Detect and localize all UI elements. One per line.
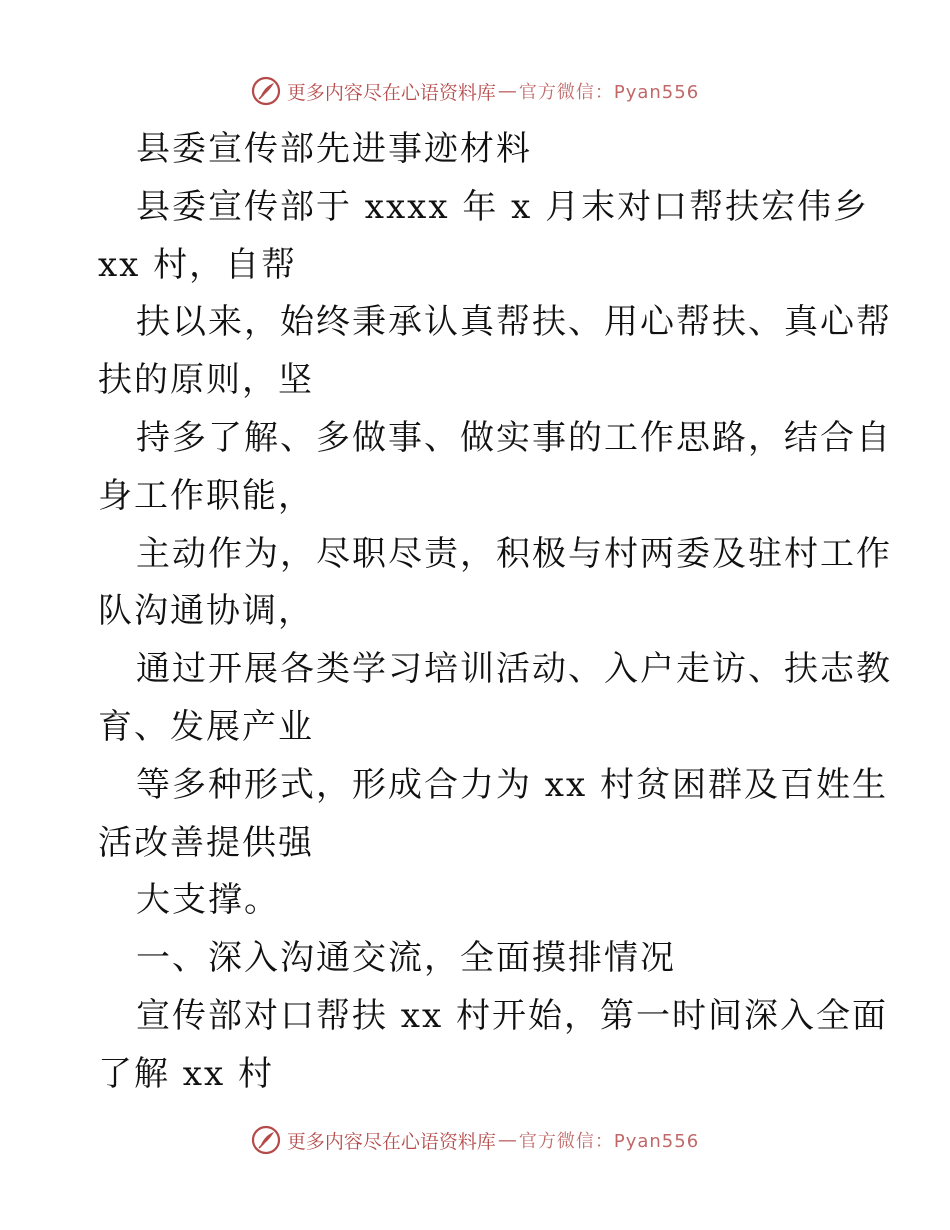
text-line: 主动作为，尽职尽责，积极与村两委及驻村工作: [136, 533, 892, 574]
banner-text: 更多内容尽在心语资料库: [286, 1130, 496, 1153]
banner-text: 更多内容尽在心语资料库: [286, 81, 496, 104]
banner-wechat: 官方微信：Pyan556: [518, 1131, 700, 1152]
text-line: 宣传部对口帮扶 xx 村开始，第一时间深入全面: [136, 995, 888, 1036]
footer-banner: [0, 1120, 950, 1160]
text-line: 大支撑。: [136, 880, 280, 921]
document-title: 县委宣传部先进事迹材料: [136, 129, 532, 169]
text-line: 等多种形式，形成合力为 xx 村贫困群及百姓生: [136, 764, 888, 805]
text-line: 队沟通协调，: [98, 591, 314, 632]
document-body: [98, 121, 892, 1104]
banner-separator: —: [497, 80, 517, 102]
text-line: 扶的原则，坚: [98, 360, 314, 401]
text-line: 身工作职能，: [98, 475, 314, 516]
banner-separator: —: [497, 1129, 517, 1151]
feather-logo-icon: [251, 1125, 281, 1155]
text-line: 持多了解、多做事、做实事的工作思路，结合自: [136, 417, 892, 458]
text-line: 县委宣传部于 xxxx 年 x 月末对口帮扶宏伟乡: [136, 186, 870, 227]
text-line: xx 村，自帮: [98, 244, 298, 285]
banner-wechat: 官方微信：Pyan556: [518, 82, 700, 103]
text-line: 活改善提供强: [98, 822, 314, 863]
section-heading: 一、深入沟通交流，全面摸排情况: [136, 938, 676, 979]
text-line: 育、发展产业: [98, 706, 314, 747]
text-line: 扶以来，始终秉承认真帮扶、用心帮扶、真心帮: [136, 302, 892, 343]
header-banner: [0, 71, 950, 111]
text-line: 了解 xx 村: [98, 1053, 274, 1094]
text-line: 通过开展各类学习培训活动、入户走访、扶志教: [136, 649, 892, 690]
feather-logo-icon: [251, 76, 281, 106]
